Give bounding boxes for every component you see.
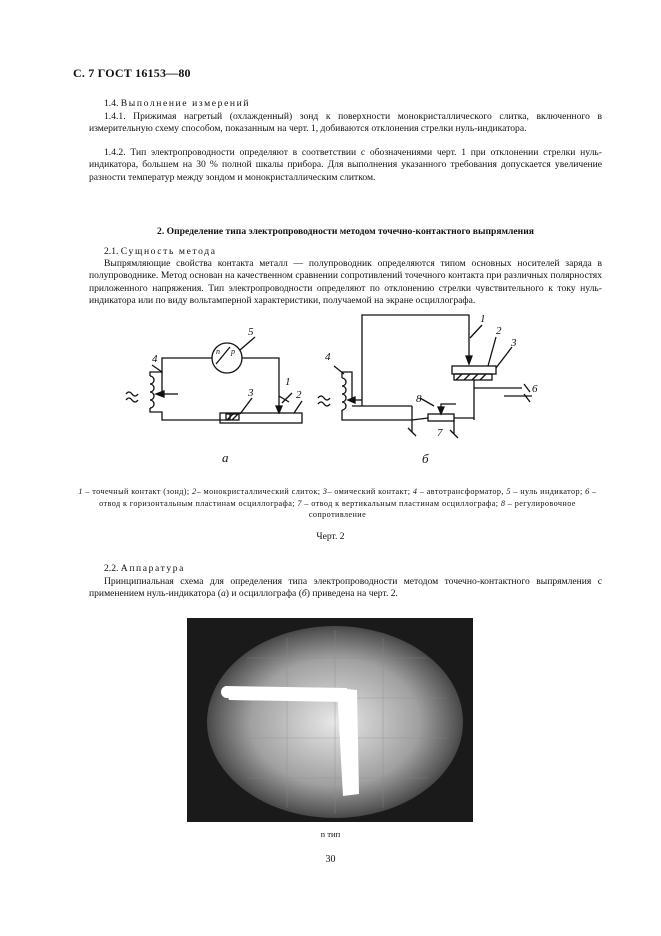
label-7b: 7 <box>437 427 443 439</box>
circuit-diagram <box>112 310 552 470</box>
label-2: 2 <box>296 389 302 401</box>
paragraph-text: ) приведена на черт. 2. <box>306 588 398 600</box>
caption-index: 4 <box>412 487 418 496</box>
figure-caption <box>72 486 603 521</box>
caption-index: 3 <box>322 487 328 496</box>
caption-index: 1 <box>78 487 83 496</box>
section-2-2-heading <box>89 563 602 575</box>
paragraph-italic: а <box>220 588 226 600</box>
caption-index: 2 <box>192 487 197 496</box>
caption-text: – отвод к вертикальным пластинам осциллографа; <box>301 498 501 508</box>
caption-index: 5 <box>506 487 511 496</box>
page-header: С. 7 ГОСТ 16153—80 <box>73 66 191 80</box>
caption-text: – автотрансформатор, <box>417 487 507 496</box>
diagram-a-letter: а <box>222 450 229 465</box>
caption-text: – омический контакт; <box>327 487 413 496</box>
section-title: Выполнение измерений <box>120 98 251 109</box>
label-1: 1 <box>285 376 291 388</box>
section-title: Сущность метода <box>120 246 217 257</box>
section-1-4-heading <box>89 98 602 110</box>
label-4: 4 <box>152 353 158 365</box>
caption-text: – точечный контакт (зонд); <box>82 487 193 496</box>
label-8b: 8 <box>416 393 422 405</box>
page-number: 30 <box>325 854 336 865</box>
oscilloscope-screen <box>187 618 473 822</box>
diagram-b-letter: б <box>422 451 429 466</box>
paragraph-text: Принципиальная схема для определения типа электропроводности методом точечно-контактного выпрямления с применением нуль-индикатора ( <box>89 576 602 600</box>
paragraph-text: ) и осциллографа ( <box>225 588 302 600</box>
photo-caption: n тип <box>320 829 341 839</box>
paragraph-1-4-2: 1.4.2. Тип электропроводности определяют в соответствии с обозначениями черт. 1 при отклонении стрелки нуль-индикатора, большем на 30 % полной шкалы прибора. Для выполнения указанного требования допускается увеличение разности температур между зондом и монокристаллическим слитком. <box>89 147 602 183</box>
caption-index: 6 <box>585 487 590 496</box>
label-2b: 2 <box>496 325 502 337</box>
label-3: 3 <box>248 387 254 399</box>
section-number: 2.1. <box>104 246 119 257</box>
paragraph-2-1: Выпрямляющие свойства контакта металл — полупроводник определяются типом основных носителей заряда в полупроводнике. Метод основан на качественном сравнении сопротивлений точечного контакта при различных полярностях приложенного напряжения. Тип электропроводности определяют по отклонению стрелки чувствительного к току нуль-индикатора или по виду вольтамперной характеристики, получаемой на экране осциллографа. <box>89 258 602 307</box>
oscillogram-photo <box>187 618 473 822</box>
caption-text: – нуль индикатор; <box>510 487 586 496</box>
label-5: 5 <box>248 326 254 338</box>
meter-label-p: p <box>231 347 235 356</box>
caption-text: – регулировочное сопротивление <box>308 498 576 520</box>
label-1b: 1 <box>480 313 486 325</box>
label-3b: 3 <box>511 337 517 349</box>
caption-index: 8 <box>500 498 506 508</box>
section-number: 1.4. <box>104 98 119 109</box>
caption-index: 7 <box>297 498 302 508</box>
paragraph-1-4-1: 1.4.1. Прижимая нагретый (охлажденный) зонд к поверхности монокристаллического слитка, включенного в измерительную схему способом, показанным на черт. 1, добиваются отклонения стрелки нуль-индикатора. <box>89 111 602 135</box>
section-2-title: 2. Определение типа электропроводности методом точечно-контактного выпрямления <box>157 226 534 237</box>
diagram-a <box>126 337 302 423</box>
paragraph-italic: б <box>301 588 307 600</box>
section-2-1-heading <box>89 246 602 258</box>
paragraph-2-2 <box>89 576 602 601</box>
section-title: Аппаратура <box>120 563 185 574</box>
section-number: 2.2. <box>104 563 119 574</box>
label-6b: 6 <box>532 383 538 395</box>
caption-text: – отвод к горизонтальным пластинам осциллографа; <box>99 487 597 508</box>
caption-text: – монокристаллический слиток; <box>196 487 323 496</box>
meter-label-n: n <box>216 347 220 356</box>
trace-horizontal <box>225 686 347 702</box>
figure-label: Черт. 2 <box>316 531 345 542</box>
label-4b: 4 <box>325 351 331 363</box>
